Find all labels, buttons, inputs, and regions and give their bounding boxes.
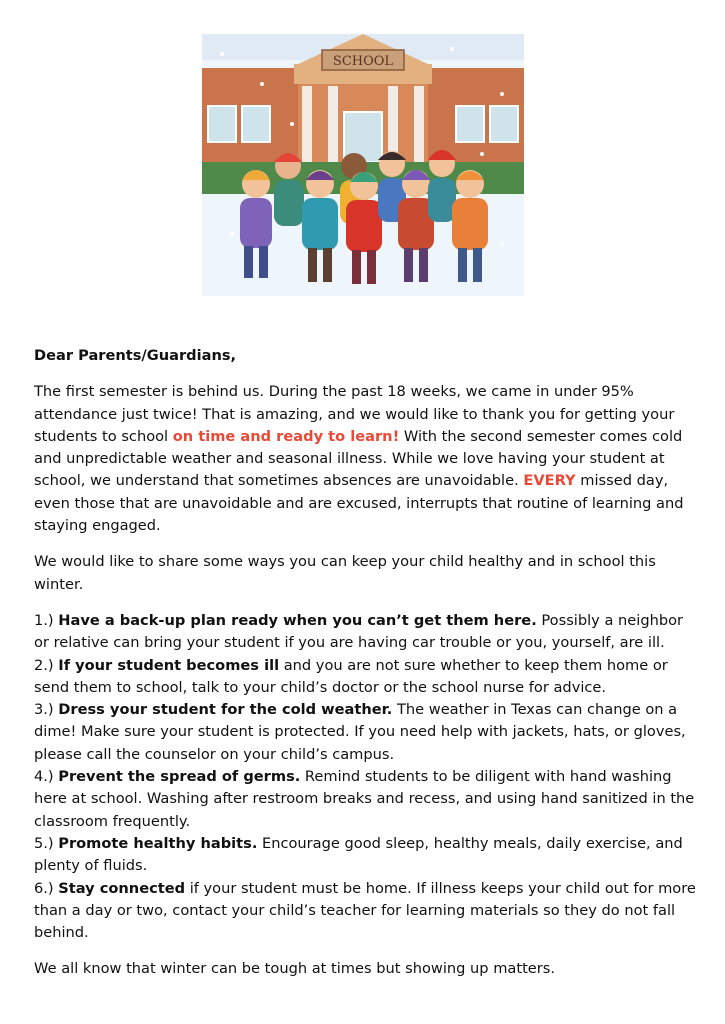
- tip-heading: If your student becomes ill: [58, 656, 280, 674]
- school-window: [456, 106, 484, 142]
- school-sign: SCHOOL: [332, 54, 394, 69]
- closing-paragraph: We all know that winter can be tough at times but showing up matters.: [34, 960, 556, 978]
- tip-heading: Have a back-up plan ready when you can’t get them here.: [58, 611, 537, 629]
- tip-item: [34, 766, 696, 833]
- tip-number: 5.): [34, 834, 59, 852]
- school-window: [242, 106, 270, 142]
- tip-heading: Dress your student for the cold weather.: [58, 701, 393, 719]
- tip-text: Possibly a neighbor or relative can bring your student if you are having car trouble or you, yourself, are ill.: [34, 611, 684, 652]
- tip-number: 6.): [34, 879, 59, 897]
- tip-item: [34, 610, 696, 655]
- tip-number: 4.): [34, 768, 59, 786]
- highlight-on-time: on time and ready to learn!: [172, 427, 400, 445]
- intro-text: missed day, even those that are unavoidable and are excused, interrupts that routine of learning and staying engaged.: [34, 472, 684, 535]
- school-window: [208, 106, 236, 142]
- school-window: [490, 106, 518, 142]
- tip-text: if your student must be home. If illness keeps your child out for more than a day or two, contact your child’s teacher for learning materials so they do not fall behind.: [34, 879, 696, 942]
- tip-number: 3.): [34, 701, 59, 719]
- letter-body: [34, 345, 696, 995]
- tips-list: [34, 610, 696, 944]
- intro-text: With the second semester comes cold and unpredictable weather and seasonal illness. While we love having your student at school, we understand that sometimes absences are unavoidable.: [34, 427, 683, 490]
- intro-text: The first semester is behind us. During the past 18 weeks, we came in under 95% attendance just twice! That is amazing, and we would like to thank you for getting your students to school: [34, 383, 675, 445]
- tip-text: Remind students to be diligent with hand washing here at school. Washing after restroom breaks and recess, and using hand sanitized in the classroom frequently.: [34, 768, 695, 830]
- child-figure: [274, 153, 304, 226]
- tip-text: The weather in Texas can change on a dime! Make sure your student is protected. If you need help with jackets, hats, or gloves, please call the counselor on your child’s campus.: [34, 701, 686, 763]
- tip-number: 2.): [34, 656, 59, 674]
- child-figure: [428, 150, 456, 222]
- tip-text: Encourage good sleep, healthy meals, daily exercise, and plenty of fluids.: [34, 834, 683, 875]
- school-winter-illustration: [202, 34, 524, 296]
- highlight-every: EVERY: [523, 472, 576, 490]
- tip-heading: Prevent the spread of germs.: [58, 768, 301, 786]
- greeting: Dear Parents/Guardians,: [34, 347, 237, 364]
- tip-number: 1.): [34, 611, 59, 629]
- tip-item: [34, 699, 696, 766]
- tip-item: [34, 655, 696, 700]
- share-paragraph: We would like to share some ways you can keep your child healthy and in school this winter.: [34, 553, 656, 593]
- tip-item: [34, 833, 696, 878]
- tip-heading: Stay connected: [58, 879, 186, 897]
- tip-heading: Promote healthy habits.: [58, 834, 258, 852]
- intro-paragraph: [34, 381, 696, 537]
- tip-item: [34, 878, 696, 945]
- tip-text: and you are not sure whether to keep them home or send them to school, talk to your child’s doctor or the school nurse for advice.: [34, 656, 668, 696]
